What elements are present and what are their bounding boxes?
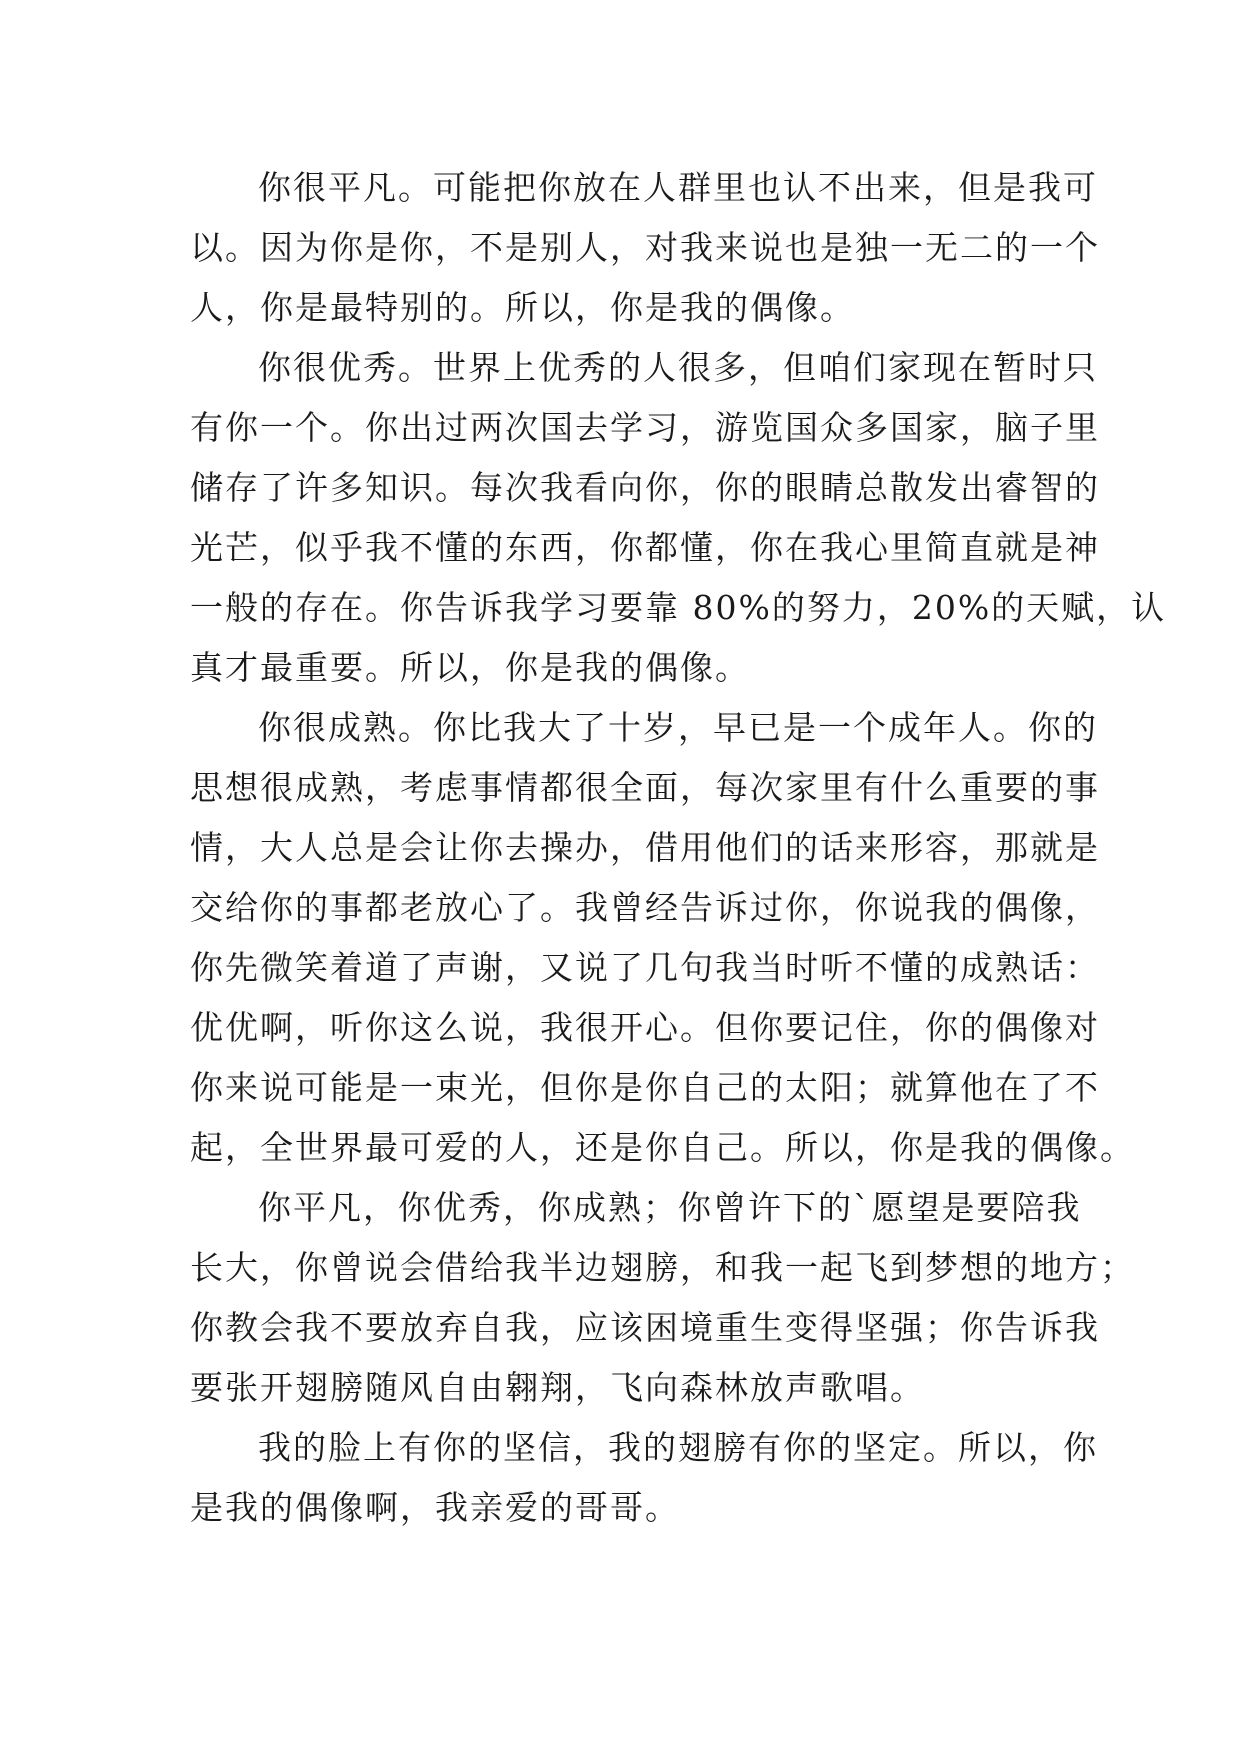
text-line: 起，全世界最可爱的人，还是你自己。所以，你是我的偶像。 [190, 1128, 1135, 1167]
text-line: 我的脸上有你的坚信，我的翅膀有你的坚定。所以，你 [258, 1428, 1098, 1467]
document-body [190, 158, 1167, 1538]
text-line: 你很成熟。你比我大了十岁，早已是一个成年人。你的 [258, 708, 1098, 747]
text-line: 以。因为你是你，不是别人，对我来说也是独一无二的一个 [190, 228, 1100, 267]
paragraph-4 [190, 1178, 1135, 1418]
paragraph-5 [190, 1418, 1098, 1538]
text-line: 你来说可能是一束光，但你是你自己的太阳；就算他在了不 [190, 1068, 1100, 1107]
text-line: 要张开翅膀随风自由翱翔，飞向森林放声歌唱。 [190, 1368, 925, 1407]
text-line: 真才最重要。所以，你是我的偶像。 [190, 648, 750, 687]
paragraph-3 [190, 698, 1135, 1178]
text-line: 长大，你曾说会借给我半边翅膀，和我一起飞到梦想的地方； [190, 1248, 1135, 1287]
paragraph-1 [190, 158, 1100, 338]
text-line: 你很平凡。可能把你放在人群里也认不出来，但是我可 [258, 168, 1098, 207]
paragraph-2 [190, 338, 1167, 698]
text-line: 你先微笑着道了声谢，又说了几句我当时听不懂的成熟话： [190, 948, 1100, 987]
text-line: 你教会我不要放弃自我，应该困境重生变得坚强；你告诉我 [190, 1308, 1100, 1347]
text-line: 思想很成熟，考虑事情都很全面，每次家里有什么重要的事 [190, 768, 1100, 807]
text-line: 有你一个。你出过两次国去学习，游览国众多国家，脑子里 [190, 408, 1100, 447]
text-line: 人，你是最特别的。所以，你是我的偶像。 [190, 288, 855, 327]
text-line: 你平凡，你优秀，你成熟；你曾许下的`愿望是要陪我 [258, 1188, 1082, 1227]
text-line: 你很优秀。世界上优秀的人很多，但咱们家现在暂时只 [258, 348, 1098, 387]
text-line: 储存了许多知识。每次我看向你，你的眼睛总散发出睿智的 [190, 468, 1100, 507]
text-line: 交给你的事都老放心了。我曾经告诉过你，你说我的偶像， [190, 888, 1100, 927]
text-line: 一般的存在。你告诉我学习要靠 80%的努力，20%的天赋，认 [190, 588, 1167, 627]
text-line: 光芒，似乎我不懂的东西，你都懂，你在我心里简直就是神 [190, 528, 1100, 567]
text-line: 情，大人总是会让你去操办，借用他们的话来形容，那就是 [190, 828, 1100, 867]
text-line: 是我的偶像啊，我亲爱的哥哥。 [190, 1488, 680, 1527]
text-line: 优优啊，听你这么说，我很开心。但你要记住，你的偶像对 [190, 1008, 1100, 1047]
